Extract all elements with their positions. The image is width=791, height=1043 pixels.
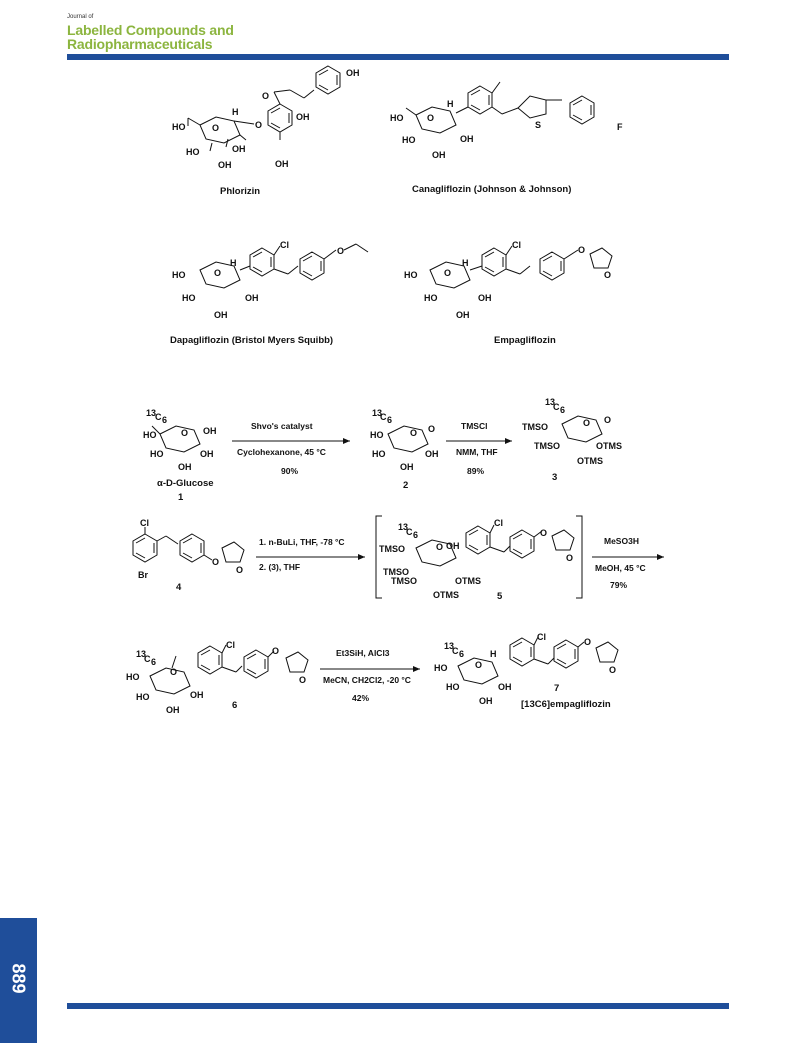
phlorizin-oh5: OH xyxy=(275,159,289,169)
int5-tmso3: TMSO xyxy=(391,576,417,586)
tms-ring-o: O xyxy=(583,418,591,428)
scheme-row-2 xyxy=(133,516,664,602)
glucose-ho2: HO xyxy=(150,449,164,459)
cana-s: S xyxy=(535,120,542,130)
step1-conditions: Cyclohexanone, 45 °C xyxy=(237,447,326,457)
glucose-c-sub: 6 xyxy=(162,415,168,425)
tms-c-sub: 6 xyxy=(560,405,566,415)
tms-tmso2: TMSO xyxy=(534,441,560,451)
step5-conditions: MeCN, CH2Cl2, -20 °C xyxy=(323,675,411,685)
journal-title-line1: Labelled Compounds and xyxy=(67,22,234,38)
page-number: 889 xyxy=(8,963,29,994)
prod-ring-o: O xyxy=(475,660,483,670)
compound-5-label: 5 xyxy=(497,591,503,602)
prod-ho2: HO xyxy=(446,682,460,692)
cana-ring-o: O xyxy=(427,113,435,123)
step1-yield: 90% xyxy=(281,466,299,476)
cana-ho: HO xyxy=(390,113,404,123)
step4-conditions: MeOH, 45 °C xyxy=(595,563,646,573)
step3-reagent2: 2. (3), THF xyxy=(259,562,301,572)
int6-ether-o: O xyxy=(272,646,280,656)
step5-yield: 42% xyxy=(352,693,370,703)
scheme-row-3 xyxy=(126,632,618,715)
lactone-oh2: OH xyxy=(400,462,414,472)
prod-13: 13 xyxy=(444,641,455,651)
cana-oh: OH xyxy=(460,134,474,144)
lactone-c: C xyxy=(380,412,387,422)
phlorizin-carbonyl-o: O xyxy=(262,91,270,101)
empa-oh2: OH xyxy=(456,310,470,320)
glucose-name: α-D-Glucose xyxy=(157,478,214,489)
lactone-ho: HO xyxy=(370,430,384,440)
compound-4-label: 4 xyxy=(176,582,182,593)
empa-ho2: HO xyxy=(424,293,438,303)
int5-tmso: TMSO xyxy=(379,544,405,554)
empa-ring-o: O xyxy=(444,268,452,278)
empa-cl: Cl xyxy=(512,240,521,250)
int5-cl: Cl xyxy=(494,518,503,528)
empa-h: H xyxy=(462,258,469,268)
int6-oh2: OH xyxy=(166,705,180,715)
compound-3-label: 3 xyxy=(552,472,558,483)
step4-yield: 79% xyxy=(610,580,628,590)
glucose-oh1: OH xyxy=(203,426,217,436)
empagliflozin-label: Empagliflozin xyxy=(494,335,556,346)
tms-13: 13 xyxy=(545,397,556,407)
compound-1-label: 1 xyxy=(178,492,184,503)
aryl-ether-o: O xyxy=(212,557,220,567)
int5-c-sub: 6 xyxy=(413,530,419,540)
int5-oh: OH xyxy=(446,541,460,551)
aryl-thf-o: O xyxy=(236,565,244,575)
dapa-h: H xyxy=(230,258,237,268)
phlorizin-ho2: HO xyxy=(186,147,200,157)
tms-tmso: TMSO xyxy=(522,422,548,432)
phlorizin-h: H xyxy=(232,107,239,117)
tms-carbonyl-o: O xyxy=(604,415,612,425)
prod-oh: OH xyxy=(498,682,512,692)
glucose-c: C xyxy=(155,412,162,422)
aryl-br: Br xyxy=(138,570,149,580)
canagliflozin-structure xyxy=(390,82,623,195)
int5-c: C xyxy=(406,527,413,537)
phlorizin-oh4: OH xyxy=(296,112,310,122)
prod-cl: Cl xyxy=(537,632,546,642)
phlorizin-oh2: OH xyxy=(232,144,246,154)
empa-thf-o: O xyxy=(604,270,612,280)
empa-ho: HO xyxy=(404,270,418,280)
int6-c: C xyxy=(144,654,151,664)
dapa-ether-o: O xyxy=(337,246,345,256)
step5-reagent: Et3SiH, AlCl3 xyxy=(336,648,390,658)
phlorizin-ring-o: O xyxy=(212,123,220,133)
dapagliflozin-structure xyxy=(170,240,368,346)
int5-otms2: OTMS xyxy=(433,590,459,600)
phlorizin-oh3: OH xyxy=(218,160,232,170)
cana-oh2: OH xyxy=(432,150,446,160)
phlorizin-oh6: OH xyxy=(346,68,360,78)
step2-conditions: NMM, THF xyxy=(456,447,498,457)
dapagliflozin-label: Dapagliflozin (Bristol Myers Squibb) xyxy=(170,335,334,346)
int5-thf-o: O xyxy=(566,553,574,563)
canagliflozin-label: Canagliflozin (Johnson & Johnson) xyxy=(412,184,572,195)
cana-h: H xyxy=(447,99,454,109)
int6-c-sub: 6 xyxy=(151,657,157,667)
empagliflozin-structure xyxy=(404,240,612,346)
glucose-oh2: OH xyxy=(200,449,214,459)
journal-prefix: Journal of xyxy=(67,14,94,20)
step1-reagent: Shvo's catalyst xyxy=(251,421,313,431)
int6-13: 13 xyxy=(136,649,147,659)
phlorizin-ho: HO xyxy=(172,122,186,132)
empa-oh: OH xyxy=(478,293,492,303)
step2-yield: 89% xyxy=(467,466,485,476)
empa-ether-o: O xyxy=(578,245,586,255)
int6-ho2: HO xyxy=(136,692,150,702)
prod-h: H xyxy=(490,649,497,659)
lactone-ring-o: O xyxy=(410,428,418,438)
phlorizin-label: Phlorizin xyxy=(220,186,261,197)
tms-c: C xyxy=(553,402,560,412)
glucose-ring-o: O xyxy=(181,428,189,438)
glucose-13: 13 xyxy=(146,408,157,418)
aryl-cl: Cl xyxy=(140,518,149,528)
int5-ether-o: O xyxy=(540,528,548,538)
dapa-ho: HO xyxy=(172,270,186,280)
footer-rule xyxy=(67,1003,729,1009)
cana-ho2: HO xyxy=(402,135,416,145)
scheme-row-1 xyxy=(143,397,622,503)
compound-2-label: 2 xyxy=(403,480,409,491)
int6-cl: Cl xyxy=(226,640,235,650)
int5-tmso2: TMSO xyxy=(383,567,409,577)
dapa-oh2: OH xyxy=(214,310,228,320)
dapa-ho2: HO xyxy=(182,293,196,303)
int5-ring-o: O xyxy=(436,542,444,552)
dapa-cl: Cl xyxy=(280,240,289,250)
glucose-ho: HO xyxy=(143,430,157,440)
tms-otms2: OTMS xyxy=(577,456,603,466)
tms-otms: OTMS xyxy=(596,441,622,451)
int5-13: 13 xyxy=(398,522,409,532)
dapa-oh: OH xyxy=(245,293,259,303)
prod-oh2: OH xyxy=(479,696,493,706)
prod-thf-o: O xyxy=(609,665,617,675)
step3-reagent1: 1. n-BuLi, THF, -78 °C xyxy=(259,537,345,547)
compound-7-label: 7 xyxy=(554,683,560,694)
step2-reagent: TMSCl xyxy=(461,421,488,431)
int6-ring-o: O xyxy=(170,667,178,677)
journal-title-line2: Radiopharmaceuticals xyxy=(67,36,213,52)
lactone-13: 13 xyxy=(372,408,383,418)
dapa-ring-o: O xyxy=(214,268,222,278)
prod-ho: HO xyxy=(434,663,448,673)
compound-6-label: 6 xyxy=(232,700,238,711)
lactone-c-sub: 6 xyxy=(387,415,393,425)
lactone-oh: OH xyxy=(425,449,439,459)
int6-oh: OH xyxy=(190,690,204,700)
phlorizin-o: O xyxy=(255,120,263,130)
int5-otms: OTMS xyxy=(455,576,481,586)
prod-ether-o: O xyxy=(584,637,592,647)
lactone-carbonyl-o: O xyxy=(428,424,436,434)
cana-f: F xyxy=(617,122,623,132)
prod-c-sub: 6 xyxy=(459,649,465,659)
product-name: [13C6]empagliflozin xyxy=(521,699,611,710)
phlorizin-structure xyxy=(172,66,360,197)
step4-reagent: MeSO3H xyxy=(604,536,639,546)
prod-c: C xyxy=(452,646,459,656)
lactone-ho2: HO xyxy=(372,449,386,459)
int6-ho: HO xyxy=(126,672,140,682)
int6-thf-o: O xyxy=(299,675,307,685)
glucose-oh3: OH xyxy=(178,462,192,472)
